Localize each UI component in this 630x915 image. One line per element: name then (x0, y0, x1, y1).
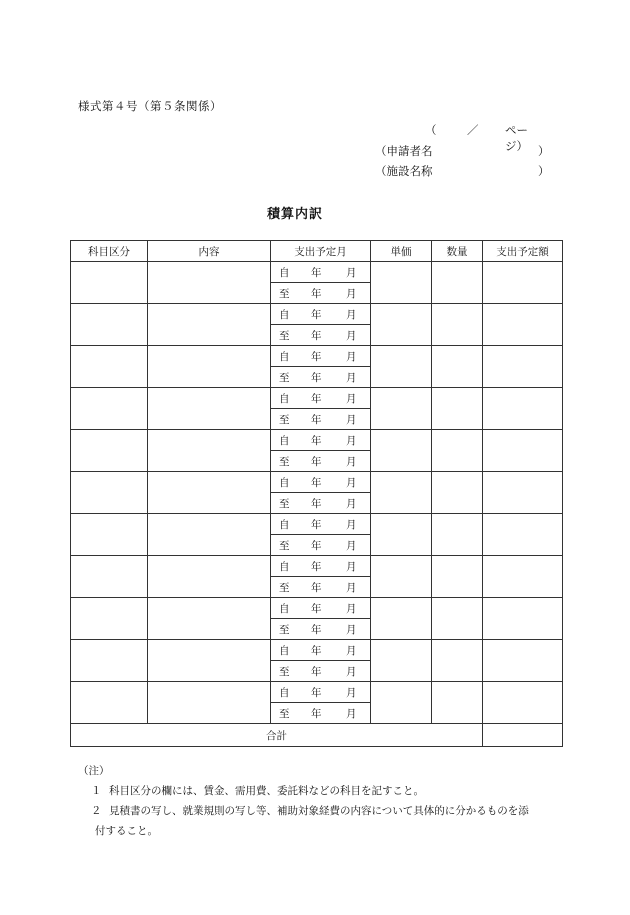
notes-heading: （注） (78, 765, 110, 777)
amount-cell[interactable] (483, 430, 563, 472)
amount-cell[interactable] (483, 514, 563, 556)
to-label: 至 (279, 414, 290, 426)
entry-row-top (71, 472, 563, 493)
month-label: 月 (346, 414, 357, 426)
year-label: 年 (311, 309, 322, 321)
amount-cell[interactable] (483, 472, 563, 514)
note-item-2-continuation: 付すること。 (95, 825, 158, 837)
to-label: 至 (279, 624, 290, 636)
year-label: 年 (311, 561, 322, 573)
header-planned-amount: 支出予定額 (483, 241, 563, 262)
entry-row-top (71, 598, 563, 619)
content-cell[interactable] (148, 472, 271, 514)
year-label: 年 (311, 372, 322, 384)
amount-cell[interactable] (483, 304, 563, 346)
category-cell[interactable] (71, 472, 148, 514)
month-label: 月 (346, 456, 357, 468)
from-month-cell[interactable] (271, 430, 371, 451)
content-cell[interactable] (148, 304, 271, 346)
total-label: 合計 (71, 724, 483, 747)
category-cell[interactable] (71, 598, 148, 640)
month-label: 月 (346, 393, 357, 405)
note-number: １ (91, 785, 102, 797)
quantity-cell[interactable] (432, 514, 483, 556)
month-label: 月 (346, 330, 357, 342)
entry-row-top (71, 640, 563, 661)
category-cell[interactable] (71, 430, 148, 472)
to-month-cell[interactable] (271, 409, 371, 430)
quantity-cell[interactable] (432, 262, 483, 304)
to-label: 至 (279, 288, 290, 300)
from-month-cell[interactable] (271, 472, 371, 493)
from-month-cell[interactable] (271, 598, 371, 619)
from-label: 自 (279, 351, 290, 363)
content-cell[interactable] (148, 430, 271, 472)
to-label: 至 (279, 498, 290, 510)
year-label: 年 (311, 645, 322, 657)
year-label: 年 (311, 288, 322, 300)
month-label: 月 (346, 561, 357, 573)
year-label: 年 (311, 330, 322, 342)
quantity-cell[interactable] (432, 430, 483, 472)
month-label: 月 (346, 540, 357, 552)
estimate-table (70, 240, 563, 747)
note-number: ２ (91, 805, 102, 817)
year-label: 年 (311, 603, 322, 615)
quantity-cell[interactable] (432, 598, 483, 640)
month-label: 月 (346, 645, 357, 657)
quantity-cell[interactable] (432, 556, 483, 598)
from-label: 自 (279, 267, 290, 279)
to-month-cell[interactable] (271, 283, 371, 304)
month-label: 月 (346, 372, 357, 384)
month-label: 月 (346, 519, 357, 531)
month-label: 月 (346, 309, 357, 321)
header-payment-month: 支出予定月 (271, 241, 371, 262)
month-label: 月 (346, 267, 357, 279)
amount-cell[interactable] (483, 682, 563, 724)
applicant-name-line (375, 143, 550, 159)
unit-price-cell[interactable] (371, 640, 432, 682)
content-cell[interactable] (148, 598, 271, 640)
to-month-cell[interactable] (271, 661, 371, 682)
year-label: 年 (311, 267, 322, 279)
year-label: 年 (311, 414, 322, 426)
entry-row-top (71, 514, 563, 535)
year-label: 年 (311, 708, 322, 720)
header-unit-price: 単価 (371, 241, 432, 262)
to-month-cell[interactable] (271, 577, 371, 598)
from-month-cell[interactable] (271, 640, 371, 661)
month-label: 月 (346, 708, 357, 720)
from-label: 自 (279, 561, 290, 573)
content-cell[interactable] (148, 682, 271, 724)
to-label: 至 (279, 456, 290, 468)
month-label: 月 (346, 351, 357, 363)
month-label: 月 (346, 435, 357, 447)
year-label: 年 (311, 435, 322, 447)
to-label: 至 (279, 372, 290, 384)
category-cell[interactable] (71, 682, 148, 724)
header-category: 科目区分 (71, 241, 148, 262)
unit-price-cell[interactable] (371, 556, 432, 598)
unit-price-cell[interactable] (371, 304, 432, 346)
from-label: 自 (279, 687, 290, 699)
amount-cell[interactable] (483, 346, 563, 388)
facility-name-line (375, 163, 550, 179)
note-item-2 (78, 801, 568, 821)
category-cell[interactable] (71, 304, 148, 346)
year-label: 年 (311, 624, 322, 636)
year-label: 年 (311, 582, 322, 594)
month-label: 月 (346, 288, 357, 300)
amount-cell[interactable] (483, 640, 563, 682)
content-cell[interactable] (148, 346, 271, 388)
quantity-cell[interactable] (432, 388, 483, 430)
year-label: 年 (311, 477, 322, 489)
unit-price-cell[interactable] (371, 598, 432, 640)
unit-price-cell[interactable] (371, 430, 432, 472)
unit-price-cell[interactable] (371, 472, 432, 514)
year-label: 年 (311, 519, 322, 531)
entry-row-top (71, 346, 563, 367)
amount-cell[interactable] (483, 556, 563, 598)
header-quantity: 数量 (432, 241, 483, 262)
quantity-cell[interactable] (432, 472, 483, 514)
from-month-cell[interactable] (271, 682, 371, 703)
to-month-cell[interactable] (271, 703, 371, 724)
category-cell[interactable] (71, 514, 148, 556)
from-month-cell[interactable] (271, 388, 371, 409)
facility-close-paren: ） (538, 164, 550, 178)
quantity-cell[interactable] (432, 304, 483, 346)
to-label: 至 (279, 666, 290, 678)
applicant-close-paren: ） (538, 144, 550, 158)
entry-row-top (71, 556, 563, 577)
from-month-cell[interactable] (271, 556, 371, 577)
to-month-cell[interactable] (271, 535, 371, 556)
document-title: 積算内訳 (266, 207, 323, 222)
form-number: 様式第４号（第５条関係） (78, 99, 222, 113)
month-label: 月 (346, 687, 357, 699)
entry-row-top (71, 262, 563, 283)
content-cell[interactable] (148, 514, 271, 556)
unit-price-cell[interactable] (371, 388, 432, 430)
note-item-1 (78, 781, 568, 801)
entry-row-top (71, 682, 563, 703)
content-cell[interactable] (148, 388, 271, 430)
year-label: 年 (311, 540, 322, 552)
month-label: 月 (346, 582, 357, 594)
facility-label: （施設名称 (375, 164, 433, 178)
from-month-cell[interactable] (271, 304, 371, 325)
from-label: 自 (279, 519, 290, 531)
year-label: 年 (311, 498, 322, 510)
from-label: 自 (279, 435, 290, 447)
from-month-cell[interactable] (271, 346, 371, 367)
unit-price-cell[interactable] (371, 514, 432, 556)
year-label: 年 (311, 687, 322, 699)
to-month-cell[interactable] (271, 619, 371, 640)
content-cell[interactable] (148, 640, 271, 682)
month-label: 月 (346, 498, 357, 510)
month-label: 月 (346, 666, 357, 678)
from-month-cell[interactable] (271, 514, 371, 535)
total-row (71, 724, 563, 747)
from-label: 自 (279, 309, 290, 321)
content-cell[interactable] (148, 262, 271, 304)
page-open-paren: （ (425, 123, 437, 137)
amount-cell[interactable] (483, 262, 563, 304)
to-month-cell[interactable] (271, 367, 371, 388)
to-month-cell[interactable] (271, 325, 371, 346)
quantity-cell[interactable] (432, 682, 483, 724)
from-month-cell[interactable] (271, 262, 371, 283)
from-label: 自 (279, 603, 290, 615)
category-cell[interactable] (71, 556, 148, 598)
from-label: 自 (279, 645, 290, 657)
entry-row-top (71, 430, 563, 451)
year-label: 年 (311, 351, 322, 363)
year-label: 年 (311, 393, 322, 405)
to-month-cell[interactable] (271, 451, 371, 472)
to-label: 至 (279, 708, 290, 720)
amount-cell[interactable] (483, 598, 563, 640)
month-label: 月 (346, 624, 357, 636)
note-text: 科目区分の欄には、賃金、需用費、委託料などの科目を記すこと。 (109, 785, 424, 797)
to-label: 至 (279, 582, 290, 594)
total-amount-cell[interactable] (483, 724, 563, 747)
from-label: 自 (279, 393, 290, 405)
category-cell[interactable] (71, 346, 148, 388)
category-cell[interactable] (71, 640, 148, 682)
amount-cell[interactable] (483, 388, 563, 430)
year-label: 年 (311, 666, 322, 678)
to-month-cell[interactable] (271, 493, 371, 514)
notes-section (78, 761, 568, 841)
content-cell[interactable] (148, 556, 271, 598)
page-slash: ／ (467, 123, 479, 137)
page-number-line (425, 122, 545, 153)
header-content: 内容 (148, 241, 271, 262)
to-label: 至 (279, 540, 290, 552)
table-body (71, 262, 563, 724)
category-cell[interactable] (71, 262, 148, 304)
entry-row-top (71, 304, 563, 325)
note-text: 見積書の写し、就業規則の写し等、補助対象経費の内容について具体的に分かるものを添 (109, 805, 529, 817)
month-label: 月 (346, 603, 357, 615)
unit-price-cell[interactable] (371, 262, 432, 304)
to-label: 至 (279, 330, 290, 342)
quantity-cell[interactable] (432, 640, 483, 682)
unit-price-cell[interactable] (371, 346, 432, 388)
table-header-row (71, 241, 563, 262)
unit-price-cell[interactable] (371, 682, 432, 724)
applicant-label: （申請者名 (375, 144, 433, 158)
quantity-cell[interactable] (432, 346, 483, 388)
from-label: 自 (279, 477, 290, 489)
year-label: 年 (311, 456, 322, 468)
month-label: 月 (346, 477, 357, 489)
page-label: ページ） (505, 123, 528, 153)
category-cell[interactable] (71, 388, 148, 430)
entry-row-top (71, 388, 563, 409)
